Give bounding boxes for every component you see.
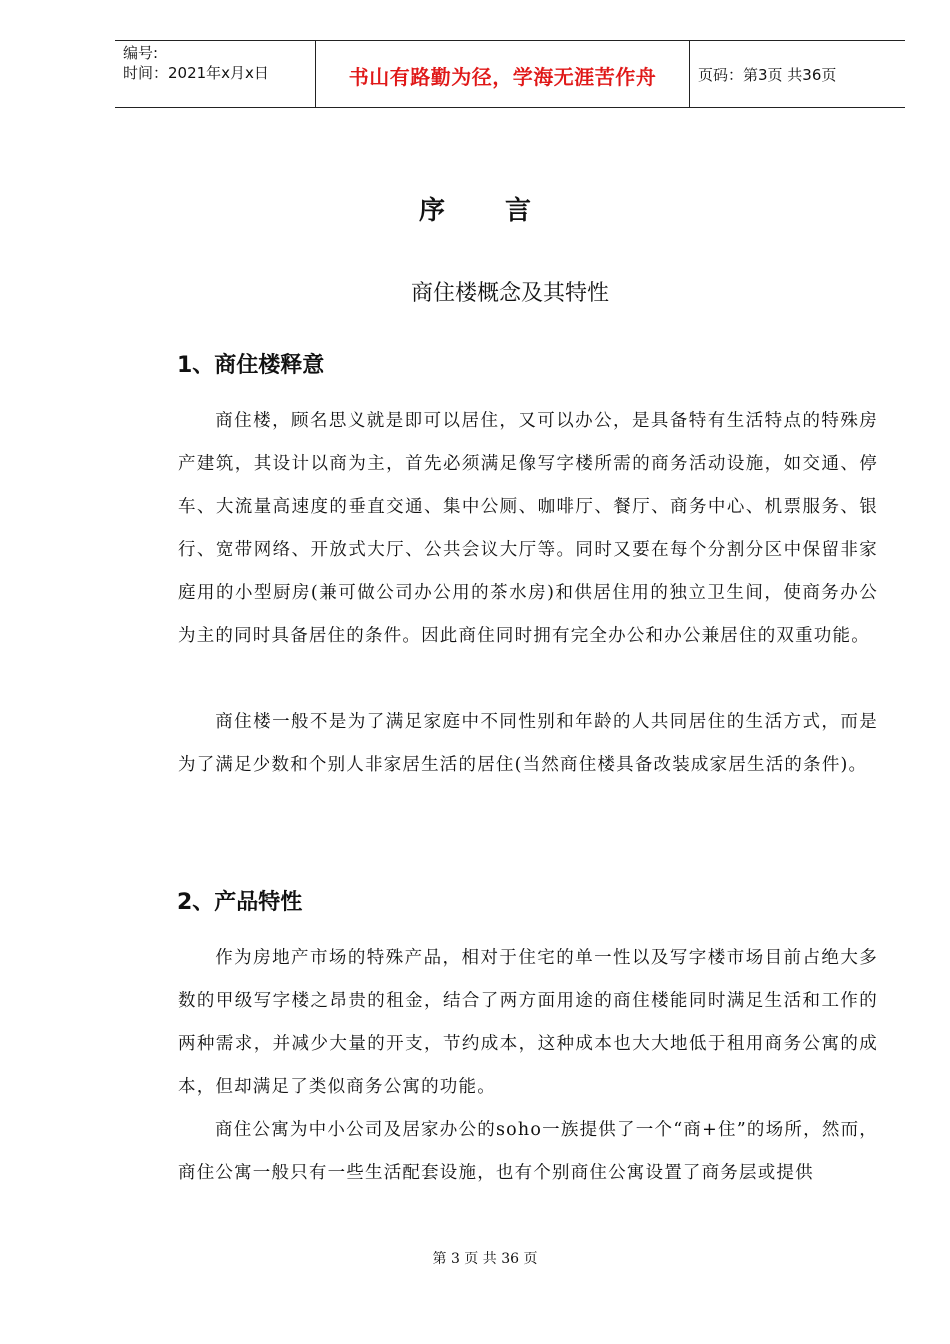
header-motto-cell xyxy=(316,41,690,107)
section-2-paragraph-1 xyxy=(178,937,878,1109)
number-label: 编号: xyxy=(123,44,159,62)
page-footer: 第 3 页 共 36 页 xyxy=(432,1251,538,1267)
section-1-paragraph-1 xyxy=(178,400,878,658)
paragraph-text: 作为房地产市场的特殊产品，相对于住宅的单一性以及写字楼市场目前占绝大多数的甲级写字楼之昂贵的租金，结合了两方面用途的商住楼能同时满足生活和工作的两种需求，并减少大量的开支，节约成本，这种成本也大大地低于租用商务公寓的成本，但却满足了类似商务公寓的功能。 xyxy=(178,948,878,1097)
section-2-paragraph-2 xyxy=(178,1109,878,1195)
document-subtitle: 商住楼概念及其特性 xyxy=(410,281,609,306)
section-heading-2: 2、产品特性 xyxy=(177,890,303,915)
document-title: 序言 xyxy=(418,196,591,226)
header-page-cell xyxy=(690,41,905,107)
paragraph-text: 商住楼，顾名思义就是即可以居住，又可以办公，是具备特有生活特点的特殊房产建筑，其设计以商为主，首先必须满足像写字楼所需的商务活动设施，如交通、停车、大流量高速度的垂直交通、集中公厕、咖啡厅、餐厅、商务中心、机票服务、银行、宽带网络、开放式大厅、公共会议大厅等。同时又要在每个分割分区中保留非家庭用的小型厨房(兼可做公司办公用的茶水房)和供居住用的独立卫生间，使商务办公为主的同时具备居住的条件。因此商住同时拥有完全办公和办公兼居住的双重功能。 xyxy=(178,411,878,646)
section-heading-1: 1、商住楼释意 xyxy=(177,353,325,378)
motto: 书山有路勤为径，学海无涯苦作舟 xyxy=(348,65,657,89)
page-header xyxy=(115,40,905,108)
paragraph-text: 商住楼一般不是为了满足家庭中不同性别和年龄的人共同居住的生活方式，而是为了满足少数和个别人非家居生活的居住(当然商住楼具备改装成家居生活的条件)。 xyxy=(178,712,878,775)
time-label: 时间：2021年x月x日 xyxy=(123,64,269,82)
page-label: 页码：第3页 共36页 xyxy=(698,66,837,84)
section-1-paragraph-2 xyxy=(178,701,878,787)
header-meta-cell xyxy=(115,41,316,107)
paragraph-text: 商住公寓为中小公司及居家办公的soho一族提供了一个“商+住”的场所，然而，商住公寓一般只有一些生活配套设施，也有个别商住公寓设置了商务层或提供 xyxy=(178,1120,878,1183)
